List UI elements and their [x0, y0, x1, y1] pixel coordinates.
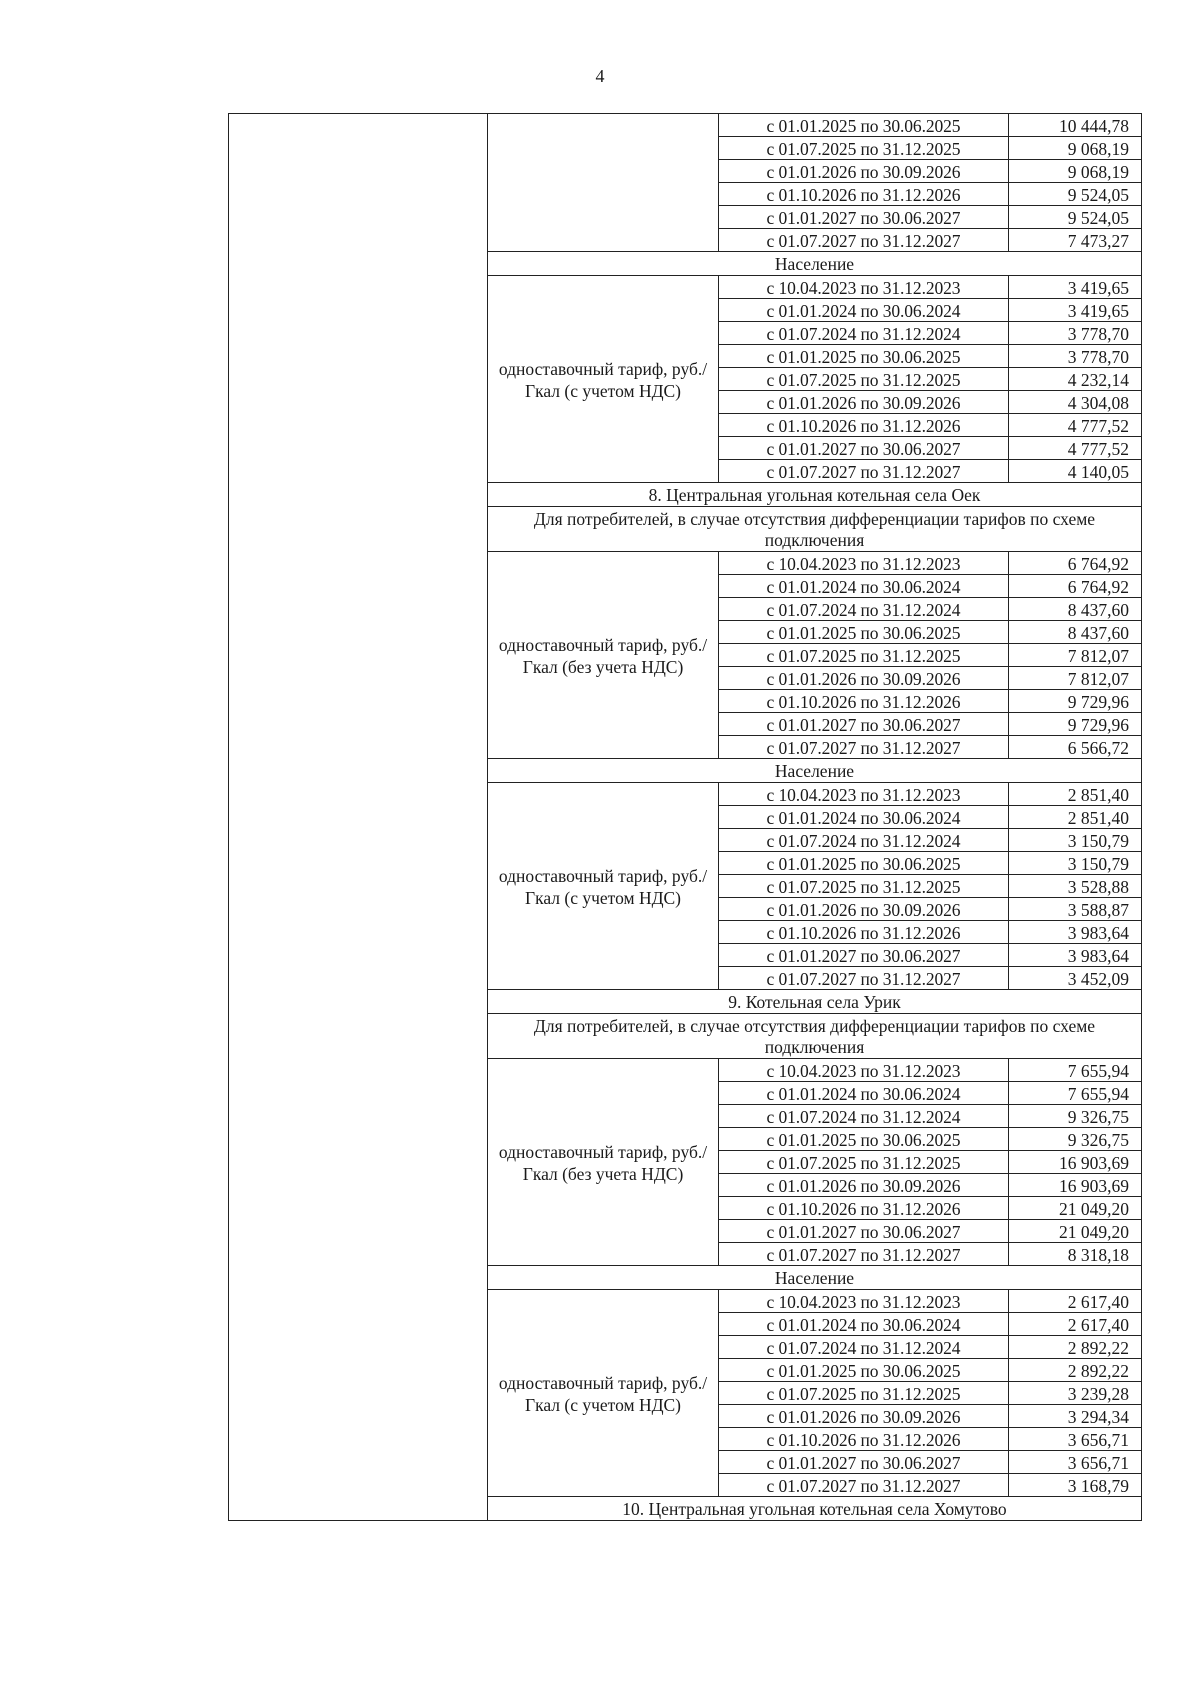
- tariff-value-cell: 3 778,70: [1009, 345, 1142, 368]
- period-cell: с 01.07.2027 по 31.12.2027: [719, 1474, 1009, 1497]
- period-cell: с 01.07.2027 по 31.12.2027: [719, 967, 1009, 990]
- period-cell: с 10.04.2023 по 31.12.2023: [719, 552, 1009, 575]
- tariff-value-cell: 7 812,07: [1009, 667, 1142, 690]
- tariff-value-cell: 3 656,71: [1009, 1428, 1142, 1451]
- period-cell: с 01.01.2024 по 30.06.2024: [719, 1313, 1009, 1336]
- tariff-value-cell: 3 778,70: [1009, 322, 1142, 345]
- tariff-value-cell: 3 983,64: [1009, 921, 1142, 944]
- consumer-note: Для потребителей, в случае отсутствия дифференциации тарифов по схеме подключения: [488, 507, 1142, 552]
- tariff-label-with-vat: одноставочный тариф, руб./Гкал (с учетом НДС): [488, 1290, 719, 1497]
- tariff-value-cell: 10 444,78: [1009, 114, 1142, 137]
- tariff-value-cell: 9 326,75: [1009, 1105, 1142, 1128]
- period-cell: с 01.01.2024 по 30.06.2024: [719, 575, 1009, 598]
- period-cell: с 01.01.2027 по 30.06.2027: [719, 1451, 1009, 1474]
- period-cell: с 01.10.2026 по 31.12.2026: [719, 183, 1009, 206]
- period-cell: с 01.01.2024 по 30.06.2024: [719, 806, 1009, 829]
- period-cell: с 01.01.2027 по 30.06.2027: [719, 944, 1009, 967]
- population-heading: Население: [488, 252, 1142, 276]
- tariff-value-cell: 8 437,60: [1009, 598, 1142, 621]
- tariff-label-with-vat: одноставочный тариф, руб./Гкал (с учетом НДС): [488, 276, 719, 483]
- tariff-value-cell: 3 150,79: [1009, 852, 1142, 875]
- page-number: 4: [595, 66, 605, 86]
- period-cell: с 01.07.2024 по 31.12.2024: [719, 1336, 1009, 1359]
- tariff-value-cell: 3 150,79: [1009, 829, 1142, 852]
- tariff-value-cell: 3 168,79: [1009, 1474, 1142, 1497]
- tariff-value-cell: 2 617,40: [1009, 1290, 1142, 1313]
- tariff-value-cell: 3 588,87: [1009, 898, 1142, 921]
- period-cell: с 01.07.2027 по 31.12.2027: [719, 229, 1009, 252]
- tariff-label-with-vat: одноставочный тариф, руб./Гкал (с учетом НДС): [488, 783, 719, 990]
- tariff-value-cell: 4 304,08: [1009, 391, 1142, 414]
- period-cell: с 01.01.2027 по 30.06.2027: [719, 206, 1009, 229]
- period-cell: с 01.07.2027 по 31.12.2027: [719, 1243, 1009, 1266]
- period-cell: с 01.07.2027 по 31.12.2027: [719, 736, 1009, 759]
- tariff-value-cell: 9 068,19: [1009, 160, 1142, 183]
- tariff-value-cell: 4 140,05: [1009, 460, 1142, 483]
- period-cell: с 01.07.2025 по 31.12.2025: [719, 137, 1009, 160]
- tariff-value-cell: 3 419,65: [1009, 276, 1142, 299]
- population-heading: Население: [488, 759, 1142, 783]
- period-cell: с 01.01.2026 по 30.09.2026: [719, 1174, 1009, 1197]
- period-cell: с 01.01.2025 по 30.06.2025: [719, 345, 1009, 368]
- period-cell: с 01.07.2025 по 31.12.2025: [719, 1151, 1009, 1174]
- tariff-value-cell: 8 437,60: [1009, 621, 1142, 644]
- tariff-value-cell: 21 049,20: [1009, 1220, 1142, 1243]
- tariff-value-cell: 3 239,28: [1009, 1382, 1142, 1405]
- tariff-value-cell: 4 777,52: [1009, 414, 1142, 437]
- period-cell: с 01.07.2025 по 31.12.2025: [719, 368, 1009, 391]
- period-cell: с 01.10.2026 по 31.12.2026: [719, 1428, 1009, 1451]
- tariff-value-cell: 2 851,40: [1009, 806, 1142, 829]
- period-cell: с 01.07.2024 по 31.12.2024: [719, 322, 1009, 345]
- period-cell: с 01.10.2026 по 31.12.2026: [719, 921, 1009, 944]
- consumer-note: Для потребителей, в случае отсутствия дифференциации тарифов по схеме подключения: [488, 1014, 1142, 1059]
- period-cell: с 01.07.2027 по 31.12.2027: [719, 460, 1009, 483]
- tariff-table-body: [229, 114, 1142, 1521]
- tariff-value-cell: 7 473,27: [1009, 229, 1142, 252]
- tariff-value-cell: 3 452,09: [1009, 967, 1142, 990]
- tariff-value-cell: 7 655,94: [1009, 1059, 1142, 1082]
- tariff-value-cell: 21 049,20: [1009, 1197, 1142, 1220]
- period-cell: с 01.01.2025 по 30.06.2025: [719, 1359, 1009, 1382]
- tariff-value-cell: 2 617,40: [1009, 1313, 1142, 1336]
- period-cell: с 10.04.2023 по 31.12.2023: [719, 783, 1009, 806]
- tariff-value-cell: 2 892,22: [1009, 1336, 1142, 1359]
- period-cell: с 01.07.2025 по 31.12.2025: [719, 875, 1009, 898]
- tariff-label-continued: [488, 114, 719, 252]
- tariff-table: [228, 113, 1142, 1521]
- period-cell: с 01.07.2024 по 31.12.2024: [719, 1105, 1009, 1128]
- period-cell: с 01.10.2026 по 31.12.2026: [719, 414, 1009, 437]
- tariff-value-cell: 4 777,52: [1009, 437, 1142, 460]
- tariff-value-cell: 6 764,92: [1009, 552, 1142, 575]
- tariff-period-row: [229, 114, 1142, 137]
- tariff-label-without-vat: одноставочный тариф, руб./Гкал (без учета НДС): [488, 1059, 719, 1266]
- tariff-value-cell: 4 232,14: [1009, 368, 1142, 391]
- boiler-section-title: 9. Котельная села Урик: [488, 990, 1142, 1014]
- tariff-label-without-vat: одноставочный тариф, руб./Гкал (без учета НДС): [488, 552, 719, 759]
- period-cell: с 01.07.2025 по 31.12.2025: [719, 644, 1009, 667]
- tariff-value-cell: 9 524,05: [1009, 206, 1142, 229]
- tariff-value-cell: 3 294,34: [1009, 1405, 1142, 1428]
- period-cell: с 01.01.2025 по 30.06.2025: [719, 1128, 1009, 1151]
- period-cell: с 01.01.2024 по 30.06.2024: [719, 1082, 1009, 1105]
- tariff-value-cell: 9 729,96: [1009, 713, 1142, 736]
- tariff-value-cell: 9 068,19: [1009, 137, 1142, 160]
- period-cell: с 01.01.2027 по 30.06.2027: [719, 437, 1009, 460]
- left-blank-column: [229, 114, 488, 1521]
- period-cell: с 01.07.2024 по 31.12.2024: [719, 829, 1009, 852]
- period-cell: с 01.10.2026 по 31.12.2026: [719, 1197, 1009, 1220]
- period-cell: с 01.01.2025 по 30.06.2025: [719, 114, 1009, 137]
- tariff-value-cell: 3 528,88: [1009, 875, 1142, 898]
- period-cell: с 01.01.2025 по 30.06.2025: [719, 852, 1009, 875]
- tariff-value-cell: 6 566,72: [1009, 736, 1142, 759]
- period-cell: с 01.01.2025 по 30.06.2025: [719, 621, 1009, 644]
- period-cell: с 01.01.2024 по 30.06.2024: [719, 299, 1009, 322]
- tariff-value-cell: 9 326,75: [1009, 1128, 1142, 1151]
- period-cell: с 01.01.2026 по 30.09.2026: [719, 898, 1009, 921]
- tariff-value-cell: 7 812,07: [1009, 644, 1142, 667]
- tariff-value-cell: 8 318,18: [1009, 1243, 1142, 1266]
- period-cell: с 01.01.2026 по 30.09.2026: [719, 391, 1009, 414]
- period-cell: с 01.01.2026 по 30.09.2026: [719, 160, 1009, 183]
- period-cell: с 01.01.2026 по 30.09.2026: [719, 1405, 1009, 1428]
- tariff-value-cell: 16 903,69: [1009, 1174, 1142, 1197]
- period-cell: с 01.01.2027 по 30.06.2027: [719, 1220, 1009, 1243]
- period-cell: с 01.01.2027 по 30.06.2027: [719, 713, 1009, 736]
- period-cell: с 10.04.2023 по 31.12.2023: [719, 1290, 1009, 1313]
- period-cell: с 01.01.2026 по 30.09.2026: [719, 667, 1009, 690]
- period-cell: с 01.07.2024 по 31.12.2024: [719, 598, 1009, 621]
- boiler-section-title: 8. Центральная угольная котельная села Оек: [488, 483, 1142, 507]
- period-cell: с 01.07.2025 по 31.12.2025: [719, 1382, 1009, 1405]
- tariff-value-cell: 9 729,96: [1009, 690, 1142, 713]
- tariff-value-cell: 3 656,71: [1009, 1451, 1142, 1474]
- tariff-value-cell: 16 903,69: [1009, 1151, 1142, 1174]
- tariff-value-cell: 7 655,94: [1009, 1082, 1142, 1105]
- tariff-value-cell: 2 892,22: [1009, 1359, 1142, 1382]
- tariff-value-cell: 2 851,40: [1009, 783, 1142, 806]
- population-heading: Население: [488, 1266, 1142, 1290]
- boiler-section-title: 10. Центральная угольная котельная села Хомутово: [488, 1497, 1142, 1521]
- period-cell: с 01.10.2026 по 31.12.2026: [719, 690, 1009, 713]
- tariff-value-cell: 6 764,92: [1009, 575, 1142, 598]
- period-cell: с 10.04.2023 по 31.12.2023: [719, 276, 1009, 299]
- period-cell: с 10.04.2023 по 31.12.2023: [719, 1059, 1009, 1082]
- tariff-value-cell: 9 524,05: [1009, 183, 1142, 206]
- tariff-value-cell: 3 419,65: [1009, 299, 1142, 322]
- tariff-value-cell: 3 983,64: [1009, 944, 1142, 967]
